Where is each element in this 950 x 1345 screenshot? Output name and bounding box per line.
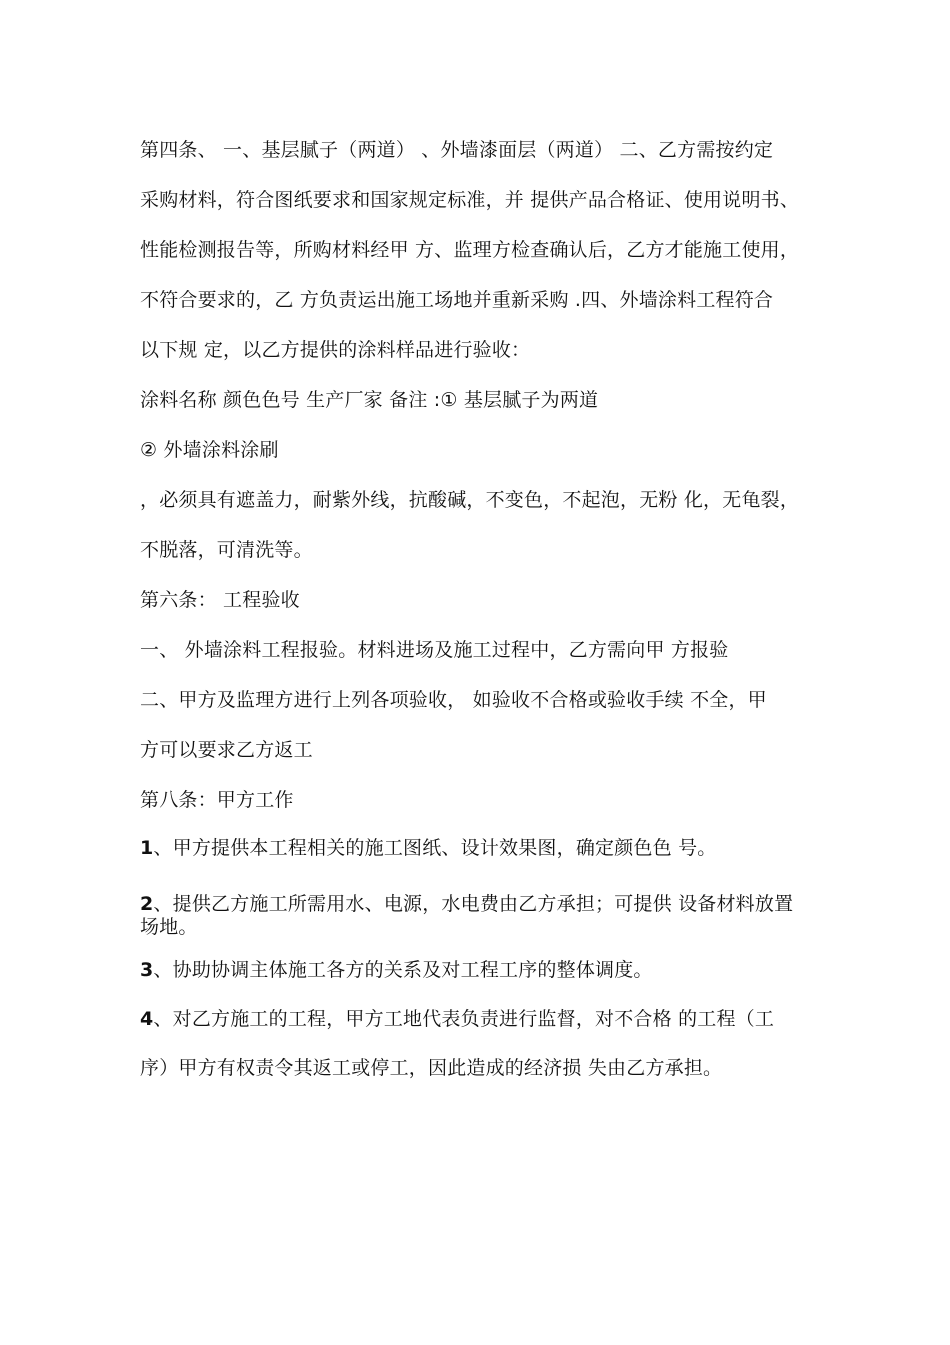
paragraph-line: 二、甲方及监理方进行上列各项验收， 如验收不合格或验收手续 不全，甲 [140,689,767,711]
list-item [140,1007,830,1031]
paragraph-line: 性能检测报告等，所购材料经甲 方、监理方检查确认后，乙方才能施工使用， [140,239,800,261]
list-item-number: 1 [140,837,154,859]
paragraph-line: 涂料名称 颜色色号 生产厂家 备注 :① 基层腻子为两道 [140,389,599,411]
paragraph-line: 不符合要求的，乙 方负责运出施工场地并重新采购 .四、外墙涂料工程符合 [140,289,774,311]
list-item-number: 2 [140,893,154,915]
list-item [140,958,830,982]
paragraph-line: 方可以要求乙方返工 [140,739,313,761]
paragraph-line: 采购材料，符合图纸要求和国家规定标准，并 提供产品合格证、使用说明书、 [140,189,800,211]
paragraph-line: ，必须具有遮盖力，耐紫外线，抗酸碱，不变色，不起泡，无粉 化，无龟裂， [140,489,800,511]
paragraph-line: 以下规 定，以乙方提供的涂料样品进行验收： [140,339,531,361]
paragraph-line: 第四条、 一、基层腻子（两道） 、外墙漆面层（两道） 二、乙方需按约定 [140,139,774,161]
list-item-number: 4 [140,1008,154,1030]
list-item [140,836,830,860]
list-item-number: 3 [140,959,154,981]
paragraph-line: 一、 外墙涂料工程报验。材料进场及施工过程中，乙方需向甲 方报验 [140,639,729,661]
paragraph-line: ② 外墙涂料涂刷 [140,439,279,461]
list-item-text: 、协助协调主体施工各方的关系及对工程工序的整体调度。 [153,959,653,981]
list-item-text: 、甲方提供本工程相关的施工图纸、设计效果图，确定颜色色 号。 [153,837,717,859]
section-heading: 第八条：甲方工作 [140,789,294,811]
list-item-text: 、对乙方施工的工程，甲方工地代表负责进行监督，对不合格 的工程（工 [153,1008,775,1030]
section-heading: 第六条： 工程验收 [140,589,300,611]
list-item-text: 、提供乙方施工所需用水、电源，水电费由乙方承担；可提供 设备材料放置场地。 [140,893,794,938]
list-item [140,893,805,939]
paragraph-line: 不脱落，可清洗等。 [140,539,313,561]
paragraph-line: 序）甲方有权责令其返工或停工，因此造成的经济损 失由乙方承担。 [140,1057,723,1079]
